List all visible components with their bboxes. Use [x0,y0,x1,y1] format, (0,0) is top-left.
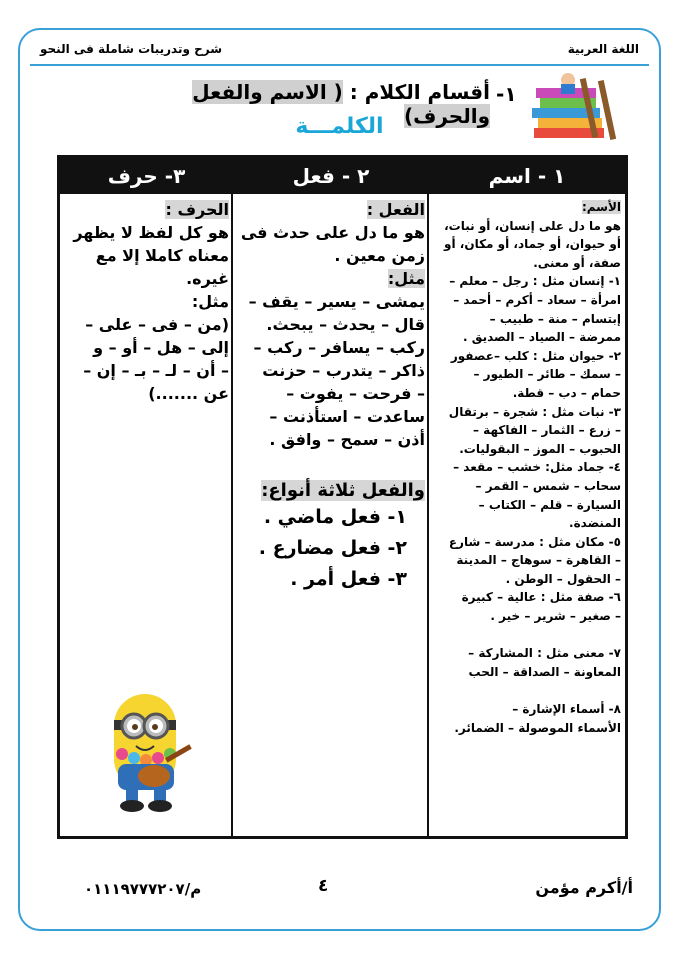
text-line: هو كل لفظ لا يظهر [73,223,229,242]
text-line: أذن – سمح – وافق . [269,430,425,449]
title-text: أقسام الكلام : [342,80,490,104]
text-line: – سمك – طائر – الطيور – [473,367,621,382]
text-line: – فرحت – يفوت – [286,384,425,403]
text-line: ٨- أسماء الإشارة – [512,702,621,717]
text-line: الأسم: [581,200,621,214]
verb-type-item: ٢- فعل مضارع . [258,537,407,559]
text-line: مثل: [191,292,229,311]
header-divider [30,64,649,66]
header-noun: ١ - اسم [488,164,566,188]
verb-column [237,198,425,595]
text-line: ٤- جماد مثل: خشب – مقعد – [453,460,621,475]
text-line: ٦- صفة مثل : عالية – كبيرة [461,590,621,605]
text-line: – الحقول – الوطن . [505,571,621,586]
minion-illustration [92,684,202,816]
text-line: إلى – هل – أو – و [93,338,229,357]
text-line: السيارة – قلم – الكتاب – [478,497,621,512]
verb-type-item: ١- فعل ماضي . [263,506,407,528]
header-particle: ٣- حرف [107,164,186,188]
text-line: عن .......) [148,384,229,403]
text-line: المنضدة. [569,516,621,531]
text-line: – صغير – شرير – خير . [490,609,621,624]
text-line: أو حيوان، أو جماد، أو مكان، أو [444,237,621,252]
text-line: ساعدت – استأذنت – [269,407,425,426]
column-divider [427,158,429,836]
text-line: امرأة – سعاد – أكرم – أحمد – [453,292,621,307]
text-line: هو ما دل على إنسان، أو نبات، [444,218,621,233]
verb-types-heading: والفعل ثلاثة أنواع: [261,480,425,501]
text-line: الحرف : [165,200,229,219]
verb-lines [237,198,425,451]
table-header [60,158,625,194]
text-line: الفعل : [366,200,425,219]
text-line: ذاكر – يتدرب – حزنت [262,361,425,380]
text-line: الحبوب – الموز – البقوليات. [459,441,621,456]
subtitle-word: الكلمـــة [295,114,384,139]
text-line: (من – فى – على – [85,315,229,334]
text-line: صفة، أو معنى. [533,255,621,270]
footer-phone: م/٠١١١٩٧٧٧٢٠٧ [84,880,202,898]
particle-column [61,198,229,405]
text-line: الأسماء الموصولة – الضمائر. [454,720,621,735]
text-line: ممرضة – الصياد – الصديق . [463,330,621,345]
text-line: المعاونة – الصداقة – الحب [468,664,621,679]
text-line [433,626,621,645]
footer-author: أ/أكرم مؤمن [535,878,633,897]
text-line: ٣- نبات مثل : شجرة – برتقال [448,404,621,419]
text-line: حمام – دب – قطة. [512,385,621,400]
text-line: هو ما دل على حدث فى [240,223,425,242]
text-line: ركب – يسافر – ركب – [253,338,425,357]
noun-column [433,198,621,737]
text-line: إبتسام – منة – طبيب – [489,311,621,326]
text-line: ٥- مكان مثل : مدرسة – شارع [448,534,621,549]
text-line: – القاهرة – سوهاج – المدينة [456,553,621,568]
text-line: – أن – لـ – بـ – إن – [83,361,229,380]
text-line: مثل: [387,269,425,288]
text-line: سحاب – شمس – القمر – [475,478,621,493]
header-course-text: اللغة العربية [567,42,639,56]
text-line [433,681,621,700]
text-line: غيره. [186,269,229,288]
text-line: زمن معين . [334,246,425,265]
header-subject-text: شرح وتدريبات شاملة فى النحو [40,42,222,56]
text-line: – زرع – الثمار – الفاكهة – [473,423,621,438]
text-line: ٧- معنى مثل : المشاركة – [468,646,621,661]
text-line: قال – يحدث – يبحث. [266,315,425,334]
text-line: ١- إنسان مثل : رجل – معلم – [449,274,621,289]
text-line: يمشى – يسير – يقف – [248,292,425,311]
verb-type-item: ٣- فعل أمر . [290,568,407,590]
header-verb: ٢ - فعل [292,164,370,188]
text-line: معناه كاملا إلا مع [95,246,229,265]
column-divider [231,158,233,836]
title-number: ١- [496,82,517,106]
text-line: ٢- حيوان مثل : كلب –عصفور [450,348,621,363]
title-highlight: ( الاسم والفعل والحرف) [192,80,490,128]
footer-page-number: ٤ [318,876,329,896]
